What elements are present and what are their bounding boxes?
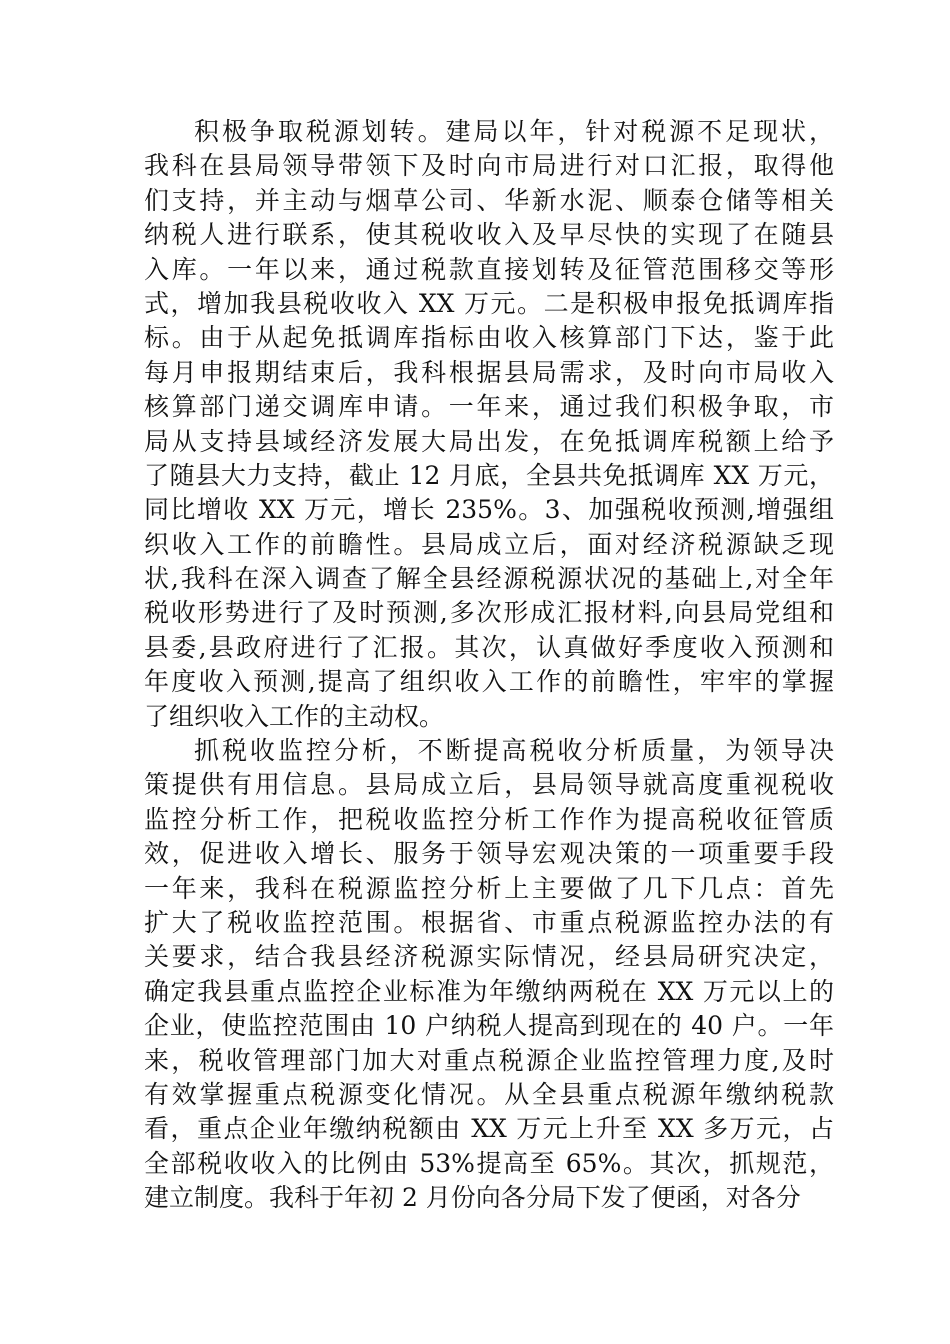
text-line: 确定我县重点监控企业标准为年缴纳两税在 XX 万元以上的 [144,976,834,1006]
text-line: 织收入工作的前瞻性。县局成立后，面对经济税源缺乏现 [144,529,834,559]
text-line: 扩大了税收监控范围。根据省、市重点税源监控办法的有 [144,907,834,937]
text-line: 纳税人进行联系，使其税收收入及早尽快的实现了在随县 [144,220,834,250]
text-line: 局从支持县域经济发展大局出发，在免抵调库税额上给予 [144,426,834,456]
text-line: 了随县大力支持，截止 12 月底，全县共免抵调库 XX 万元， [144,460,834,490]
text-line: 核算部门递交调库申请。一年来，通过我们积极争取，市 [144,392,834,422]
text-line: 企业，使监控范围由 10 户纳税人提高到现在的 40 户。一年 [144,1011,834,1041]
text-line: 了组织收入工作的主动权。 [144,701,445,731]
document-body [144,115,834,1216]
text-line: 有效掌握重点税源变化情况。从全县重点税源年缴纳税款 [144,1079,834,1109]
paragraph-tax-source-transfer [144,115,834,734]
text-line: 关要求，结合我县经济税源实际情况，经县局研究决定， [144,942,834,972]
text-line: 同比增收 XX 万元，增长 235%。3、加强税收预测,增强组 [144,495,834,525]
text-line: 县委,县政府进行了汇报。其次，认真做好季度收入预测和 [144,632,834,662]
text-line: 标。由于从起免抵调库指标由收入核算部门下达，鉴于此 [144,323,834,353]
text-line: 监控分析工作，把税收监控分析工作作为提高税收征管质 [144,804,834,834]
text-line: 策提供有用信息。县局成立后，县局领导就高度重视税收 [144,770,834,800]
text-line: 看，重点企业年缴纳税额由 XX 万元上升至 XX 多万元，占 [144,1114,834,1144]
text-line: 来，税收管理部门加大对重点税源企业监控管理力度,及时 [144,1045,834,1075]
text-line: 我科在县局领导带领下及时向市局进行对口汇报，取得他 [144,151,834,181]
text-line: 全部税收收入的比例由 53%提高至 65%。其次，抓规范， [144,1148,834,1178]
text-line: 入库。一年以来，通过税款直接划转及征管范围移交等形 [144,254,834,284]
text-line: 式，增加我县税收收入 XX 万元。二是积极申报免抵调库指 [144,288,834,318]
text-line: 效，促进收入增长、服务于领导宏观决策的一项重要手段 [144,839,834,869]
text-line: 税收形势进行了及时预测,多次形成汇报材料,向县局党组和 [144,598,834,628]
paragraph-tax-monitoring-analysis [144,734,834,1215]
text-line: 每月申报期结束后，我科根据县局需求，及时向市局收入 [144,357,834,387]
text-line: 抓税收监控分析，不断提高税收分析质量，为领导决 [194,736,834,766]
text-line: 年度收入预测,提高了组织收入工作的前瞻性，牢牢的掌握 [144,667,834,697]
text-line: 建立制度。我科于年初 2 月份向各分局下发了便函，对各分 [144,1183,801,1213]
text-line: 积极争取税源划转。建局以年，针对税源不足现状， [194,117,834,146]
text-line: 一年来，我科在税源监控分析上主要做了几下几点：首先 [144,873,834,903]
text-line: 状,我科在深入调查了解全县经源税源状况的基础上,对全年 [144,564,834,594]
text-line: 们支持，并主动与烟草公司、华新水泥、顺泰仓储等相关 [144,185,834,215]
